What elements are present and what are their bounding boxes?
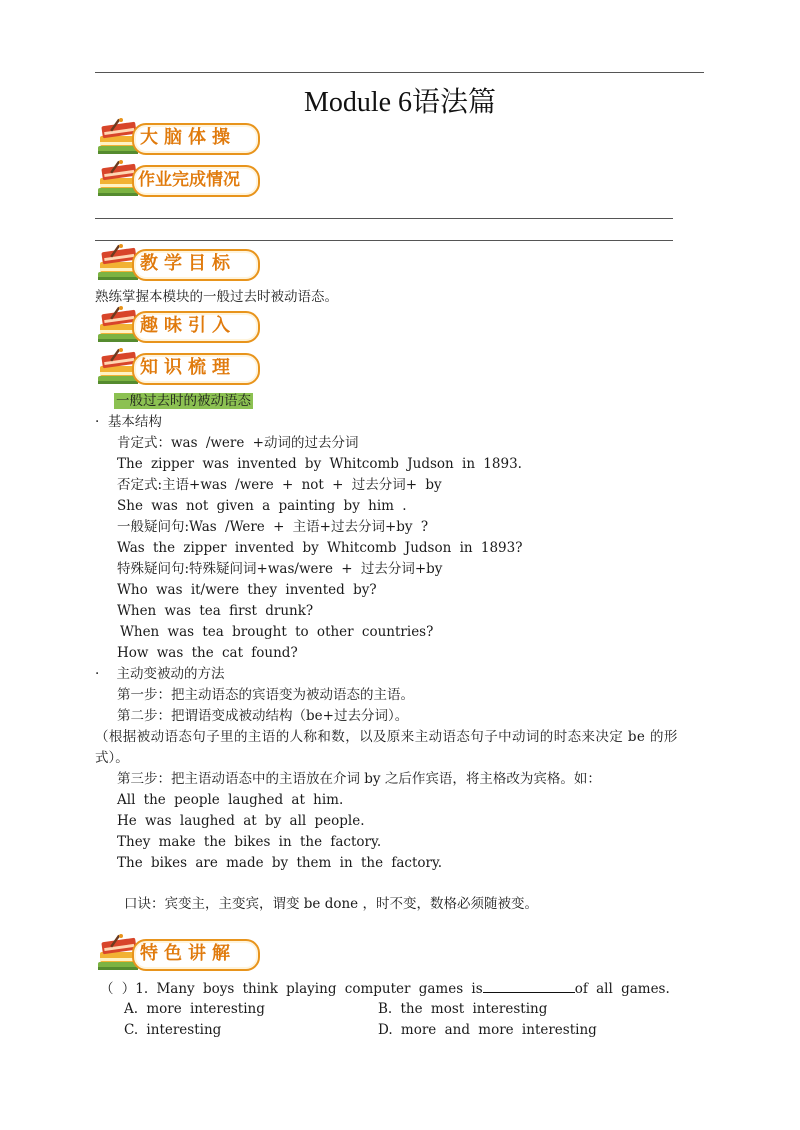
bullet-heading-text: 基本结构: [107, 414, 162, 430]
page-title: Module 6语法篇: [303, 87, 497, 118]
method-note: （根据被动语态句子里的主语的人称和数，以及原来主动语态句子中动词的时态来决定 be 的形: [95, 729, 678, 745]
option-b[interactable]: B. the most interesting: [378, 1001, 548, 1017]
structure-line: She was not given a painting by him .: [117, 498, 407, 514]
badge-label: 大脑体操: [140, 127, 236, 148]
method-note: 式）。: [95, 750, 129, 766]
structure-line: Was the zipper invented by Whitcomb Judson in 1893?: [117, 540, 523, 556]
divider-line: [95, 218, 673, 219]
option-d[interactable]: D. more and more interesting: [378, 1022, 597, 1038]
example-sentence: They make the bikes in the factory.: [117, 834, 382, 850]
example-sentence: He was laughed at by all people.: [117, 813, 365, 829]
answer-blank[interactable]: [483, 978, 575, 993]
top-rule: [95, 72, 704, 73]
option-c[interactable]: C. interesting: [124, 1022, 222, 1038]
bullet-heading-text: 主动变被动的方法: [116, 666, 225, 682]
badge-fun-intro: [96, 306, 262, 346]
structure-line: 一般疑问句:Was /Were + 主语+过去分词+by ?: [117, 519, 429, 535]
structure-line: How was the cat found?: [117, 645, 298, 661]
badge-label: 教学目标: [140, 253, 236, 274]
mnemonic: 口诀：宾变主，主变宾，谓变 be done ，时不变，数格必须随被变。: [124, 896, 538, 912]
answer-paren[interactable]: （ ）: [100, 981, 136, 997]
bullet-heading: [95, 412, 162, 432]
example-sentence: The bikes are made by them in the factory.: [117, 855, 443, 871]
badge-knowledge: [96, 348, 262, 388]
section-heading: [114, 391, 253, 411]
badge-label: 知识梳理: [140, 357, 236, 378]
bullet-heading: [95, 664, 224, 684]
structure-line: When was tea first drunk?: [117, 603, 314, 619]
badge-label: 趣味引入: [140, 315, 236, 336]
bullet-dot: ·: [95, 666, 117, 682]
method-step: 第一步：把主动语态的宾语变为被动语态的主语。: [117, 687, 414, 703]
badge-special: [96, 934, 262, 974]
method-step: 第二步：把谓语变成被动结构（be+过去分词）。: [117, 708, 409, 724]
badge-label: 作业完成情况: [138, 170, 240, 190]
structure-line: Who was it/were they invented by?: [117, 582, 377, 598]
badge-brain-exercise: [96, 118, 262, 158]
badge-teaching-goal: [96, 244, 262, 284]
goal-text: 熟练掌握本模块的一般过去时被动语态。: [95, 289, 338, 305]
structure-line: 否定式:主语+was /were + not + 过去分词+ by: [117, 477, 442, 493]
badge-homework: [96, 160, 262, 200]
question-stem-after: of all games.: [574, 981, 670, 997]
structure-line: When was tea brought to other countries?: [120, 624, 434, 640]
option-a[interactable]: A. more interesting: [124, 1001, 265, 1017]
structure-line: 肯定式：was /were +动词的过去分词: [117, 435, 359, 451]
question-stem-before: 1. Many boys think playing computer games is: [135, 981, 483, 997]
example-sentence: All the people laughed at him.: [117, 792, 344, 808]
method-step: 第三步：把主语动语态中的主语放在介词 by 之后作宾语，将主格改为宾格。如：: [117, 771, 601, 787]
badge-label: 特色讲解: [140, 943, 236, 964]
structure-line: 特殊疑问句:特殊疑问词+was/were + 过去分词+by: [117, 561, 443, 577]
section-heading-text: 一般过去时的被动语态: [116, 393, 251, 409]
question-1: [100, 978, 670, 999]
divider-line: [95, 240, 673, 241]
structure-line: The zipper was invented by Whitcomb Judson in 1893.: [117, 456, 522, 472]
bullet-dot: ·: [95, 414, 108, 430]
